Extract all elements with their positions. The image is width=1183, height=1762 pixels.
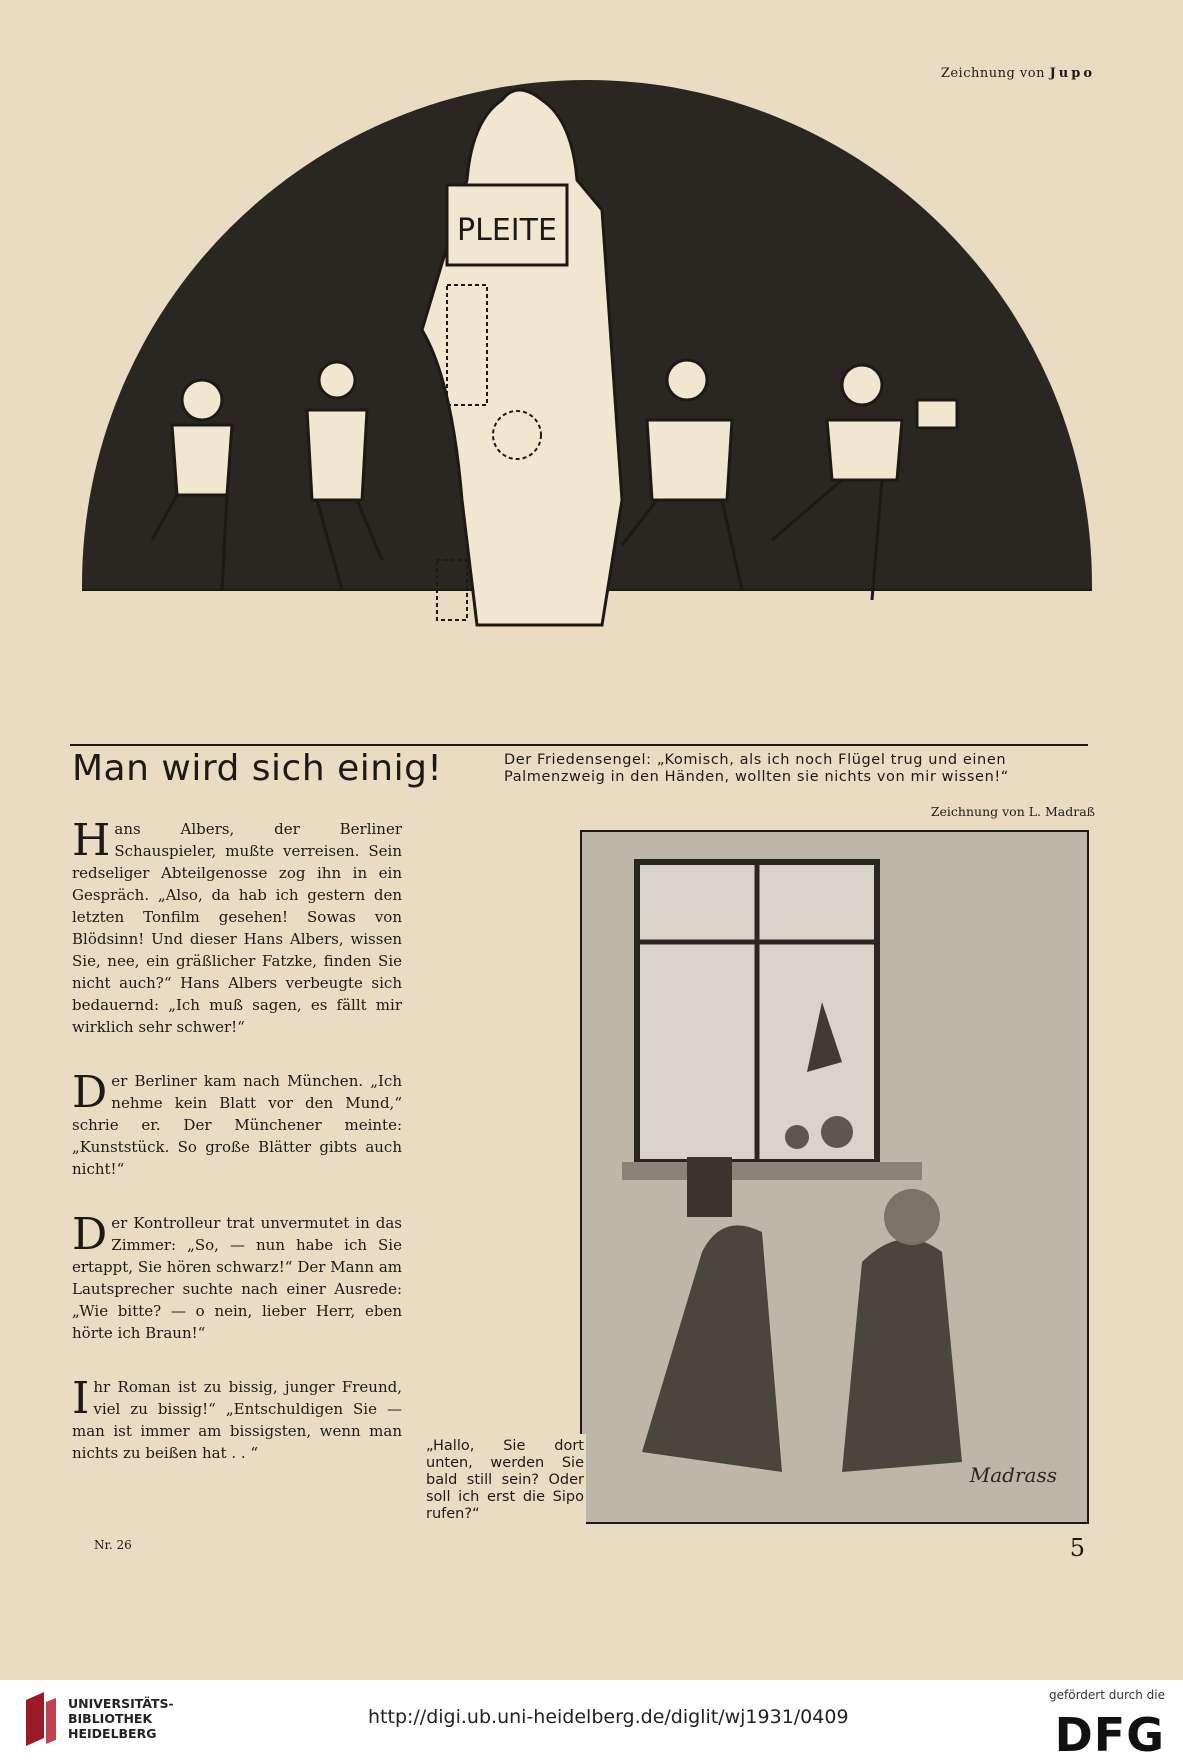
window-scene xyxy=(582,832,1087,1522)
joke-3 xyxy=(72,1209,402,1344)
joke-text: er Kontrolleur trat unvermutet in das Zimmer: „So, — nun habe ich Sie ertappt, Sie hören schwarz!“ Der Mann am Lautsprecher suchte nach einer Ausrede: „Wie bitte? — o nein, lieber Herr, eben hörte ich Braun!“ xyxy=(72,1214,402,1342)
drop-cap: D xyxy=(72,1067,108,1118)
dfg-logo[interactable]: DFG xyxy=(1054,1708,1165,1762)
university-library-logo-icon[interactable] xyxy=(22,1690,60,1748)
drop-cap: D xyxy=(72,1209,108,1260)
drop-cap: I xyxy=(72,1373,90,1424)
drop-cap: H xyxy=(72,815,111,866)
issue-number: Nr. 26 xyxy=(94,1538,132,1552)
top-cartoon-illustration xyxy=(82,80,1092,735)
top-cartoon-caption: Der Friedensengel: „Komisch, als ich noch Flügel trug und einen Palmenzweig in den Händen, wollten sie nichts von mir wissen!“ xyxy=(504,752,1009,785)
window-illustration xyxy=(580,830,1089,1524)
permalink-url[interactable]: http://digi.ub.uni-heidelberg.de/diglit/wj1931/0409 xyxy=(368,1706,849,1728)
joke-4 xyxy=(72,1373,402,1464)
joke-text: hr Roman ist zu bissig, junger Freund, viel zu bissig!“ „Entschuldigen Sie — man ist immer am bissigsten, wenn man nichts zu beißen hat . . “ xyxy=(72,1378,402,1462)
jokes-column xyxy=(72,815,402,1496)
horizontal-rule xyxy=(70,744,1088,746)
footer-bar xyxy=(0,1680,1183,1762)
joke-text: er Berliner kam nach München. „Ich nehme kein Blatt vor den Mund,“ schrie er. Der Münchener meinte: „Kunststück. So große Blätter gibts auch nicht!“ xyxy=(72,1072,402,1178)
library-name: UNIVERSITÄTS- BIBLIOTHEK HEIDELBERG xyxy=(68,1696,174,1741)
artist-signature: Madrass xyxy=(969,1463,1057,1487)
joke-text: ans Albers, der Berliner Schauspieler, mußte verreisen. Sein redseliger Abteilgenosse zog ihn in ein Gespräch. „Also, da hab ich gestern den letzten Tonfilm gesehen! Sowas von Blödsinn! Und dieser Hans Albers, wissen Sie, nee, ein gräßlicher Fatzke, finden Sie nicht auch?“ Hans Albers verbeugte sich bedauernd: „Ich muß sagen, es fällt mir wirklich sehr schwer!“ xyxy=(72,820,402,1036)
pleite-sign-text: PLEITE xyxy=(457,213,557,248)
headline: Man wird sich einig! xyxy=(72,748,443,789)
joke-2 xyxy=(72,1067,402,1180)
top-cartoon-credit: Zeichnung von Jupo xyxy=(940,66,1095,81)
page-number: 5 xyxy=(1069,1534,1085,1562)
illustration-caption: „Hallo, Sie dort unten, werden Sie bald still sein? Oder soll ich erst die Sipo rufen?“ xyxy=(424,1434,586,1527)
illustration-credit: Zeichnung von L. Madraß xyxy=(930,804,1095,819)
funder-label: gefördert durch die xyxy=(1049,1688,1165,1702)
joke-1 xyxy=(72,815,402,1038)
